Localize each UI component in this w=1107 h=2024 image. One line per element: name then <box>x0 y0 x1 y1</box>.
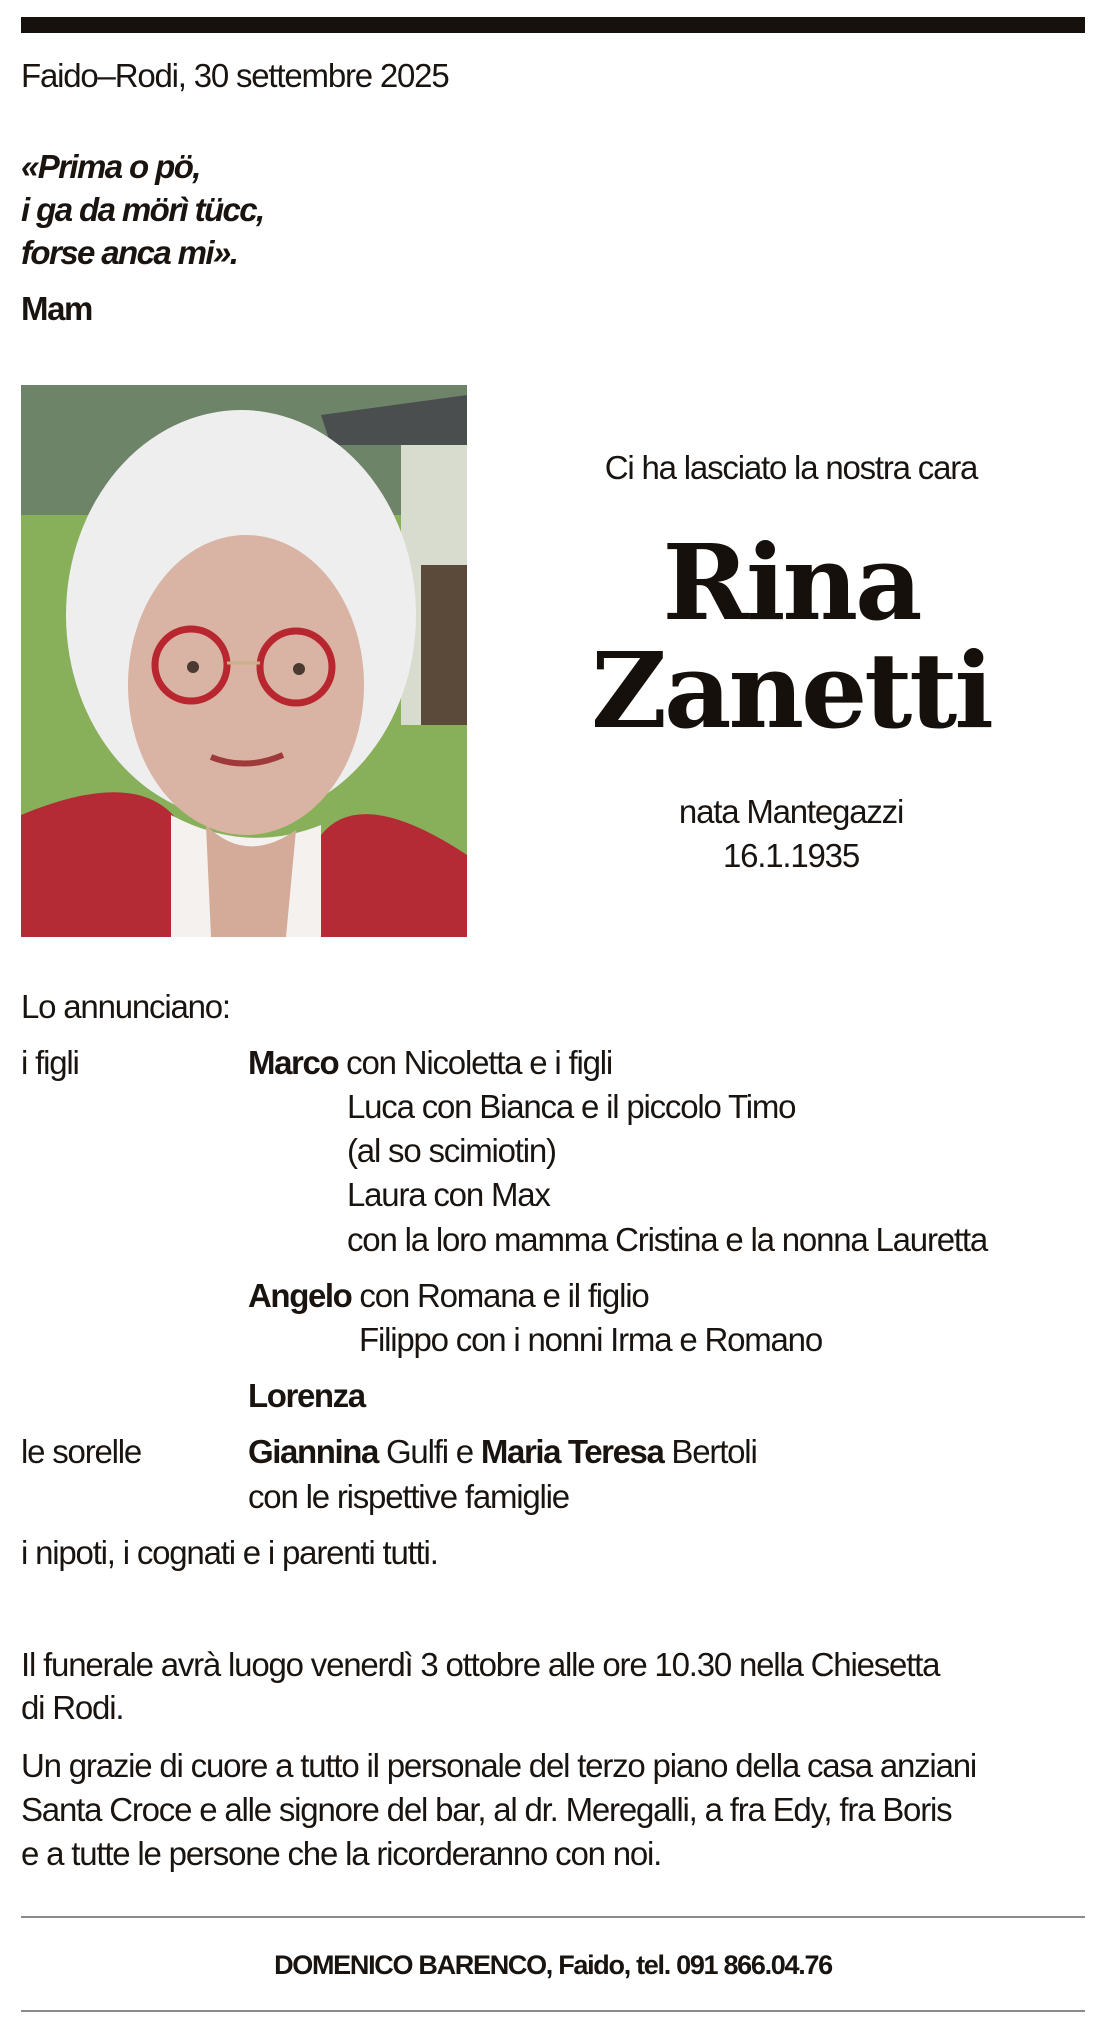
undertaker-info: DOMENICO BARENCO, Faido, tel. 091 866.04.76 <box>274 1950 832 1980</box>
child-marco <box>248 1043 612 1083</box>
sister-surname: Bertoli <box>663 1433 757 1470</box>
grandchild-line: con la loro mamma Cristina e la nonna Lauretta <box>347 1221 987 1258</box>
announcement-intro: Ci ha lasciato la nostra cara <box>604 449 978 486</box>
sisters-names <box>248 1432 757 1472</box>
birth-date: 16.1.1935 <box>722 837 859 874</box>
children-label: i figli <box>21 1044 79 1081</box>
thanks-line: e a tutte le persone che la ricorderanno con noi. <box>21 1835 662 1872</box>
top-rule <box>21 17 1085 33</box>
family-heading: Lo annunciano: <box>21 988 230 1025</box>
maiden-name: nata Mantegazzi <box>678 793 904 830</box>
sister-name: Maria Teresa <box>480 1433 664 1470</box>
sisters-families: con le rispettive famiglie <box>248 1478 569 1515</box>
epigraph-line: «Prima o pö, <box>21 148 200 185</box>
sister-name: Giannina <box>248 1433 378 1470</box>
portrait-photo <box>21 385 467 937</box>
child-detail: con Nicoletta e i figli <box>338 1044 613 1081</box>
epigraph-line: forse anca mi». <box>21 234 238 271</box>
child-name: Marco <box>248 1044 339 1081</box>
footer-bottom-rule <box>21 2010 1085 2012</box>
deceased-first-name: Rina <box>662 521 920 644</box>
grandchild-line: Filippo con i nonni Irma e Romano <box>359 1321 822 1358</box>
sisters-label: le sorelle <box>21 1433 142 1470</box>
child-lorenza: Lorenza <box>248 1377 365 1414</box>
child-detail: con Romana e il figlio <box>351 1277 649 1314</box>
other-relatives: i nipoti, i cognati e i parenti tutti. <box>21 1534 438 1571</box>
thanks-line: Un grazie di cuore a tutto il personale del terzo piano della casa anziani <box>21 1747 977 1784</box>
deceased-last-name: Zanetti <box>591 629 991 752</box>
footer-top-rule <box>21 1916 1085 1918</box>
grandchild-line: (al so scimiotin) <box>347 1132 556 1169</box>
funeral-line: di Rodi. <box>21 1689 124 1726</box>
place-date: Faido–Rodi, 30 settembre 2025 <box>21 57 449 94</box>
grandchild-line: Luca con Bianca e il piccolo Timo <box>347 1088 796 1125</box>
epigraph-author: Mam <box>21 290 92 327</box>
epigraph-line: i ga da mörì tücc, <box>21 191 264 228</box>
child-name: Angelo <box>248 1277 352 1314</box>
thanks-line: Santa Croce e alle signore del bar, al dr. Meregalli, a fra Edy, fra Boris <box>21 1791 952 1828</box>
portrait-image-icon <box>21 385 467 937</box>
grandchild-line: Laura con Max <box>347 1176 550 1213</box>
funeral-line: Il funerale avrà luogo venerdì 3 ottobre alle ore 10.30 nella Chiesetta <box>21 1646 940 1683</box>
sister-surname: Gulfi e <box>378 1433 481 1470</box>
child-angelo <box>248 1276 649 1316</box>
